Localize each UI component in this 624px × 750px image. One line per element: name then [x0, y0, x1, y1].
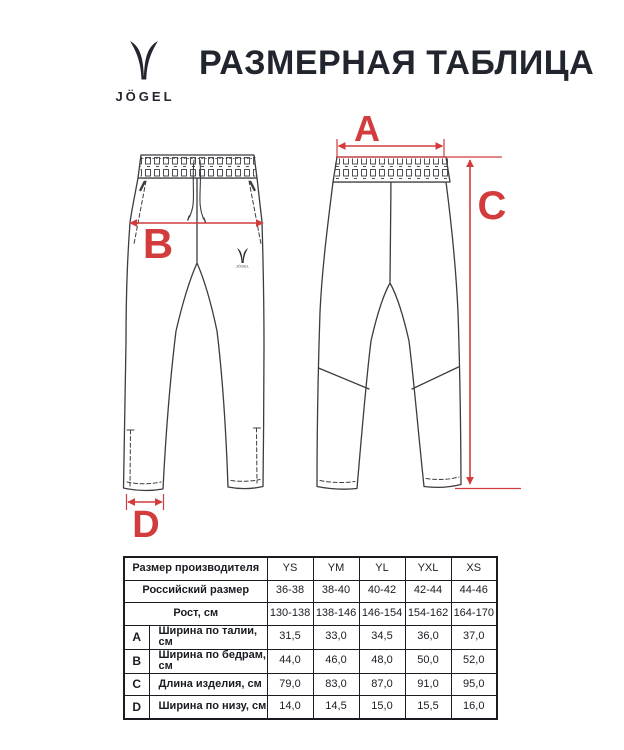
cell-value: 164-170 [451, 603, 497, 626]
size-col-header: YM [313, 557, 359, 580]
cell-value: 16,0 [451, 696, 497, 719]
cell-value: 44-46 [451, 580, 497, 603]
cell-value: 14,5 [313, 696, 359, 719]
size-col-header: YL [359, 557, 405, 580]
cell-value: 146-154 [359, 603, 405, 626]
row-label: Ширина по бедрам, см [149, 649, 267, 673]
back-waistband-ribbing [335, 159, 448, 181]
row-letter: A [124, 625, 149, 649]
cell-value: 34,5 [359, 625, 405, 649]
table-row-hip-width [124, 649, 497, 673]
size-table [123, 556, 498, 720]
dimension-label-d: D [132, 504, 160, 546]
cell-value: 138-146 [313, 603, 359, 626]
pants-front-drawing [124, 155, 265, 546]
mini-logo-wordmark: JÖGEL [235, 264, 250, 269]
cell-value: 31,5 [267, 625, 313, 649]
cell-value: 15,5 [405, 696, 451, 719]
size-col-header: YXL [405, 557, 451, 580]
table-row-bottom-width [124, 696, 497, 719]
pants-back-body [317, 182, 461, 489]
logo-wordmark: JÖGEL [115, 89, 175, 104]
cell-value: 40-42 [359, 580, 405, 603]
cell-value: 48,0 [359, 649, 405, 673]
cell-value: 36-38 [267, 580, 313, 603]
dimension-label-c: C [477, 184, 507, 228]
cell-value: 83,0 [313, 673, 359, 696]
cell-value: 52,0 [451, 649, 497, 673]
cell-value: 15,0 [359, 696, 405, 719]
table-row-height [124, 603, 497, 626]
cell-value: 87,0 [359, 673, 405, 696]
row-label: Ширина по талии, см [149, 625, 267, 649]
cell-value: 130-138 [267, 603, 313, 626]
cell-value: 37,0 [451, 625, 497, 649]
row-letter: C [124, 673, 149, 696]
dimension-label-b: B [142, 220, 174, 267]
cell-value: 38-40 [313, 580, 359, 603]
table-row-russian-size [124, 580, 497, 603]
page-title: РАЗМЕРНАЯ ТАБЛИЦА [199, 44, 595, 82]
size-col-header: YS [267, 557, 313, 580]
cell-value: 154-162 [405, 603, 451, 626]
cell-value: 79,0 [267, 673, 313, 696]
cell-value: 42-44 [405, 580, 451, 603]
cell-value: 91,0 [405, 673, 451, 696]
size-col-header: XS [451, 557, 497, 580]
cell-value: 46,0 [313, 649, 359, 673]
cell-value: 14,0 [267, 696, 313, 719]
producer-size-label: Размер производителя [124, 557, 267, 580]
height-label: Рост, см [124, 603, 267, 626]
cell-value: 95,0 [451, 673, 497, 696]
table-row-producer-size [124, 557, 497, 580]
russian-size-label: Российский размер [124, 580, 267, 603]
row-label: Длина изделия, см [149, 673, 267, 696]
front-waistband-ribbing [141, 157, 256, 177]
table-row-waist-width [124, 625, 497, 649]
pants-back-drawing [317, 108, 521, 489]
cell-value: 36,0 [405, 625, 451, 649]
row-label: Ширина по низу, см [149, 696, 267, 719]
row-letter: D [124, 696, 149, 719]
table-row-item-length [124, 673, 497, 696]
dimension-label-a: A [354, 108, 380, 149]
cell-value: 50,0 [405, 649, 451, 673]
cell-value: 44,0 [267, 649, 313, 673]
cell-value: 33,0 [313, 625, 359, 649]
row-letter: B [124, 649, 149, 673]
